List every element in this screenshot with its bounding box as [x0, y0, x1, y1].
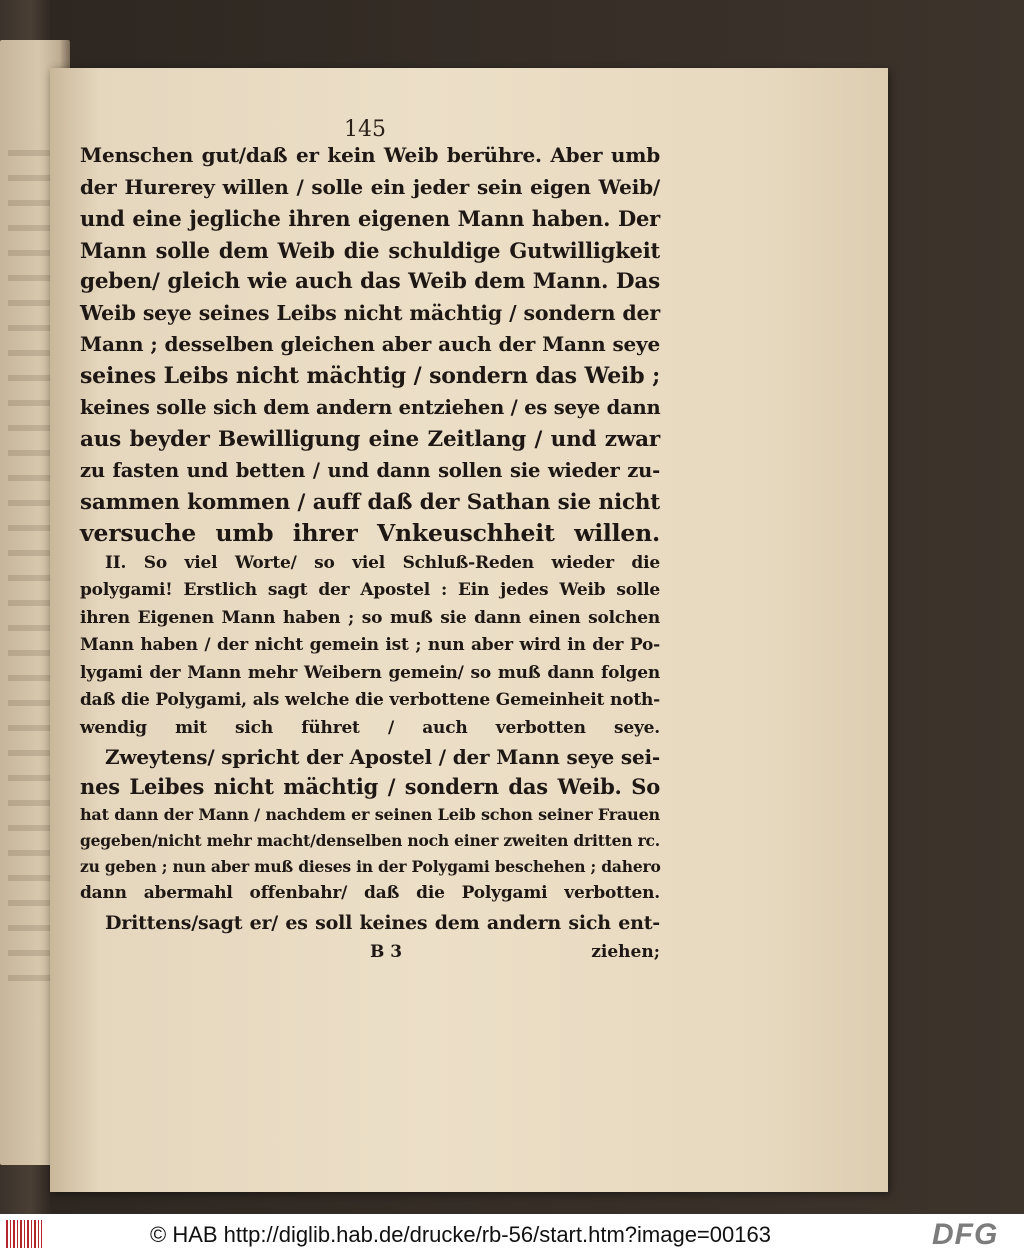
paragraph-1: [80, 140, 660, 550]
text-line: zu geben ; nun aber muß dieses in der Polygami beschehen ; dahero: [80, 857, 661, 876]
text-line: Mann haben / der nicht gemein ist ; nun aber wird in der Po-: [80, 635, 660, 655]
text-line: dann abermahl offenbahr/ daß die Polygami verbotten.: [80, 883, 660, 903]
text-line: Mann ; desselben gleichen aber auch der Mann seye: [80, 332, 660, 356]
text-line: Weib seye seines Leibs nicht mächtig / sondern der: [80, 300, 660, 325]
text-line: daß die Polygami, als welche die verbottene Gemeinheit noth-: [80, 690, 660, 710]
paragraph-4: [80, 906, 660, 940]
text-line: Menschen gut/daß er kein Weib berühre. Aber umb: [80, 143, 660, 167]
text-line: geben/ gleich wie auch das Weib dem Mann. Das: [80, 269, 660, 294]
page-number: 145: [344, 117, 386, 142]
text-line: versuche umb ihrer Vnkeuschheit willen.: [80, 519, 660, 547]
page-footer-marks: [80, 940, 660, 970]
text-line: Drittens/sagt er/ es soll keines dem andern sich ent-: [105, 912, 660, 934]
text-line: seines Leibs nicht mächtig / sondern das Weib ;: [80, 362, 660, 389]
text-line: sammen kommen / auff daß der Sathan sie nicht: [80, 489, 660, 515]
text-line: ihren Eigenen Mann haben ; so muß sie dann einen solchen: [80, 607, 660, 628]
text-line: polygami! Erstlich sagt der Apostel : Ein jedes Weib solle: [80, 580, 660, 600]
text-line: lygami der Mann mehr Weibern gemein/ so muß dann folgen: [80, 662, 660, 683]
text-line: zu fasten und betten / und dann sollen sie wieder zu-: [80, 459, 660, 482]
text-line: gegeben/nicht mehr macht/denselben noch einer zweiten dritten rc.: [80, 831, 660, 850]
text-line: hat dann der Mann / nachdem er seinen Leib schon seiner Frauen: [80, 805, 660, 824]
text-line: Zweytens/ spricht der Apostel / der Mann seye sei-: [105, 745, 660, 769]
copyright-link[interactable]: © HAB http://diglib.hab.de/drucke/rb-56/start.htm?image=00163: [150, 1222, 771, 1247]
bleed-through-text: [8, 150, 56, 1000]
text-line: Mann solle dem Weib die schuldige Gutwilligkeit: [80, 237, 660, 263]
paragraph-2: [80, 550, 660, 743]
page-text: [80, 140, 660, 940]
text-line: und eine jegliche ihren eigenen Mann haben. Der: [80, 206, 660, 231]
paragraph-3: [80, 742, 660, 906]
text-line: der Hurerey willen / solle ein jeder sein eigen Weib/: [80, 174, 660, 199]
text-line: II. So viel Worte/ so viel Schluß-Reden wieder die: [105, 552, 660, 573]
text-line: nes Leibes nicht mächtig / sondern das Weib. So: [80, 774, 660, 799]
text-line: keines solle sich dem andern entziehen / es seye dann: [80, 396, 661, 419]
text-line: aus beyder Bewilligung eine Zeitlang / und zwar: [80, 426, 660, 452]
hab-logo-icon: [6, 1220, 42, 1248]
catchword: ziehen;: [591, 942, 660, 962]
signature-mark: B 3: [370, 942, 403, 962]
dfg-logo: DFG: [932, 1218, 999, 1251]
text-line: wendig mit sich führet / auch verbotten seye.: [80, 717, 660, 738]
